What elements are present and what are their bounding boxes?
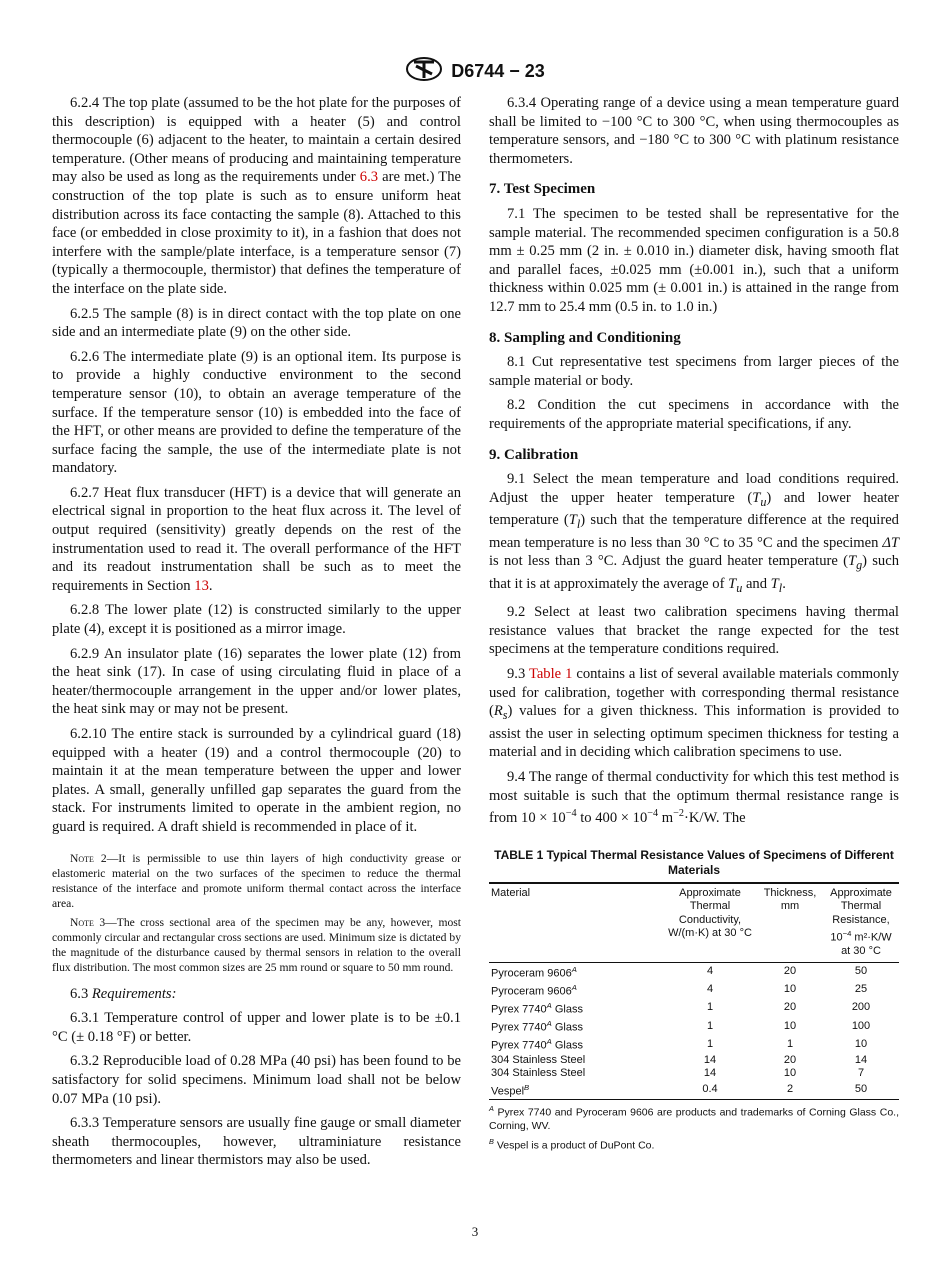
para-7-1: 7.1 The specimen to be tested shall be representative for the sample material. The recommended specimen configuration is a 50.8 mm ± 0.25 mm (2 in. ± 0.010 in.) diameter disk, having smooth flat and parallel faces, ±0.025 mm (±0.001 in.), such that a uniform thickness within 0.025 mm (± 0.001 in.) is attained in the range from 12.7 mm to 25.4 mm (0.5 in. to 1.0 in.) (489, 205, 899, 315)
section-8-heading: 8. Sampling and Conditioning (489, 329, 681, 346)
para-6-3: 6.3 Requirements: (70, 985, 177, 1002)
para-9-3: 9.3 Table 1 contains a list of several available materials commonly used for calibration, together with corresponding thermal resistance $(R_s)$ values for a given thickness. This information is provided to assist the user in selecting optimum specimen thickness for testing a material and in deciding which calibration specimens to use. (489, 666, 899, 761)
table-1-title: TABLE 1 Typical Thermal Resistance Values of Specimens of Different Materials (494, 847, 894, 877)
astm-logo-icon (405, 56, 443, 87)
link-6-3[interactable]: 6.3 (359, 169, 379, 186)
para-6-2-9: 6.2.9 An insulator plate (16) separates the lower plate (12) from the heat sink (17). In case of using circulating fluid in place of a heater/thermocouple arrangement in the upper and/or lower plates, the heat sink may or may not be present. (52, 645, 461, 718)
para-6-2-8: 6.2.8 The lower plate (12) is constructed similarly to the upper plate (4), except it is positioned as a mirror image. (52, 602, 461, 638)
section-7-heading: 7. Test Specimen (489, 181, 596, 198)
left-column (52, 94, 461, 1176)
table-row: Pyrex $7740^A$ Glass 1 10 100 (491, 1019, 871, 1034)
para-9-4: 9.4 The range of thermal conductivity for which this test method is most suitable is such that the optimum thermal resistance range is from $10 \times 10^{-4}$ to $400 \times 10^{-4}$ $m^{-2}\cdot K/W$. The (489, 768, 899, 826)
para-9-2: 9.2 Select at least two calibration specimens having thermal resistance values that bracket the range expected for the test specimens at the temperature conditions required. (489, 604, 899, 658)
section-9-heading: 9. Calibration (489, 446, 579, 463)
designation-number: D6744 − 23 (451, 61, 545, 81)
table-header-row (489, 883, 899, 963)
para-6-2-7: 6.2.7 Heat flux transducer (HFT) is a device that will generate an electrical signal in proportion to the heat flux across it. The level of output required (sensitivity) greatly depends on the rest of the instrumentation used to read it. The overall performance of the HFT and its readout instrumentation shall be such as to meet the requirements in Section 13. (52, 484, 461, 594)
right-column (489, 94, 899, 1153)
table-row: 304 Stainless Steel 14 20 14 (491, 1053, 868, 1066)
para-6-2-5: 6.2.5 The sample (8) is in direct contact with the top plate on one side and an intermediate plate (9) on the other side. (52, 305, 461, 341)
note-2: Note 2—It is permissible to use thin layers of high conductivity grease or elastomeric material on the two surfaces of the specimen to reduce the thermal resistance of the interface and promote uniform thermal contact across the interface area. (52, 851, 461, 910)
table-1 (489, 882, 899, 1100)
link-section-13[interactable]: 13 (194, 577, 209, 594)
table-row: 304 Stainless Steel 14 10 7 (491, 1067, 865, 1080)
footnote-b: $^B$ Vespel is a product of DuPont Co. (489, 1137, 655, 1152)
footnote-a: $^A$ Pyrex 7740 and Pyroceram 9606 are products and trademarks of Corning Glass Co., Corning, WV. (489, 1103, 899, 1132)
table-row: Pyrex $7740^A$ Glass 1 1 10 (491, 1037, 868, 1053)
note-3: Note 3—The cross sectional area of the specimen may be any, however, most commonly circular and rectangular cross sections are used. Minimum size is dictated by the magnitude of the disturbance caused by thermal sensors in relation to the overall flux distribution. The most common sizes are 25 mm round or square to 50 mm round. (52, 915, 461, 974)
col-resistance: Approximate Thermal Resistance, $10^{-4}$ m²·K/W at 30 °C (830, 886, 892, 958)
para-6-3-1: 6.3.1 Temperature control of upper and lower plate is to be ±0.1 °C (± 0.18 °F) or better. (52, 1010, 461, 1045)
table-row: Pyroceram $9606^A$ 4 10 25 (491, 982, 868, 998)
para-6-3-4: 6.3.4 Operating range of a device using a mean temperature guard shall be limited to −100 °C to 300 °C, when using thermocouples as temperature sensors, and −180 °C to 300 °C with platinum resistance thermometers. (489, 95, 899, 167)
col-material: Material (491, 886, 531, 899)
page-header (0, 56, 950, 87)
para-9-1: 9.1 Select the mean temperature and load conditions required. Adjust the upper heater temperature $(T_u)$ and lower heater temperature $(T_l)$ such that the temperature difference at the required mean temperature is no less than 30 °C to 35 °C and the specimen ΔT is not less than 3 °C. Adjust the guard heater temperature $(T_g)$ such that it is at approximately the average of $T_u$ and $T_l$. (489, 471, 899, 595)
table-row: Vespel$^B$ 0.4 2 50 (489, 1081, 899, 1100)
para-6-3-2: 6.3.2 Reproducible load of 0.28 MPa (40 psi) has been found to be satisfactory for solid specimens. Minimum load shall not be below 0.07 MPa (10 psi). (52, 1053, 461, 1107)
table-row: Pyrex $7740^A$ Glass 1 20 200 (491, 1001, 871, 1016)
col-thickness: Thickness, mm (763, 886, 817, 913)
link-table-1[interactable]: Table 1 (528, 666, 573, 683)
page-number: 3 (471, 1224, 479, 1239)
para-6-2-6: 6.2.6 The intermediate plate (9) is an optional item. Its purpose is to provide a highly conductive environment to the second temperature sensor (10), to obtain an average temperature of the surface. If the temperature sensor (10) is embedded into the face of the HFT, or other means are provided to define the temperature of the surface facing the sample, the use of the intermediate plate is not mandatory. (52, 348, 461, 477)
para-8-1: 8.1 Cut representative test specimens from larger pieces of the sample material or body. (489, 354, 899, 389)
para-6-3-3: 6.3.3 Temperature sensors are usually fine gauge or small diameter sheath thermocouples, however, ultraminiature resistance thermometers and linear thermistors may also be used. (52, 1115, 461, 1169)
para-6-2-4: 6.2.4 The top plate (assumed to be the hot plate for the purposes of this description) is equipped with a heater (5) and control thermocouple (6) adjacent to the heater, to maintain a certain desired temperature. (Other means of producing and maintaining temperature may also be used as long as the requirements under 6.3 are met.) The construction of the top plate is such as to ensure uniform heat distribution across its face contacting the sample (8). Attached to this face (or embedded in close proximity to it), in a fashion that does not interfere with the sample/plate interface, is a temperature sensor (7) (typically a thermocouple, thermistor) that defines the temperature of the interface on the plate side. (52, 95, 461, 297)
table-row: Pyroceram $9606^A$ 4 20 50 (491, 964, 868, 980)
para-6-2-10: 6.2.10 The entire stack is surrounded by a cylindrical guard (18) equipped with a heater (19) and a control thermocouple (20) to maintain it at the mean temperature between the upper and lower plates. A small, generally unfilled gap separates the guard from the stack. For instruments limited to operate in the ambient region, no guard is required. A draft shield is recommended in place of it. (52, 726, 461, 835)
col-conductivity: Approximate Thermal Conductivity, W/(m·K) at 30 °C (668, 886, 752, 940)
para-8-2: 8.2 Condition the cut specimens in accordance with the requirements of the appropriate material specifications, if any. (489, 397, 899, 432)
